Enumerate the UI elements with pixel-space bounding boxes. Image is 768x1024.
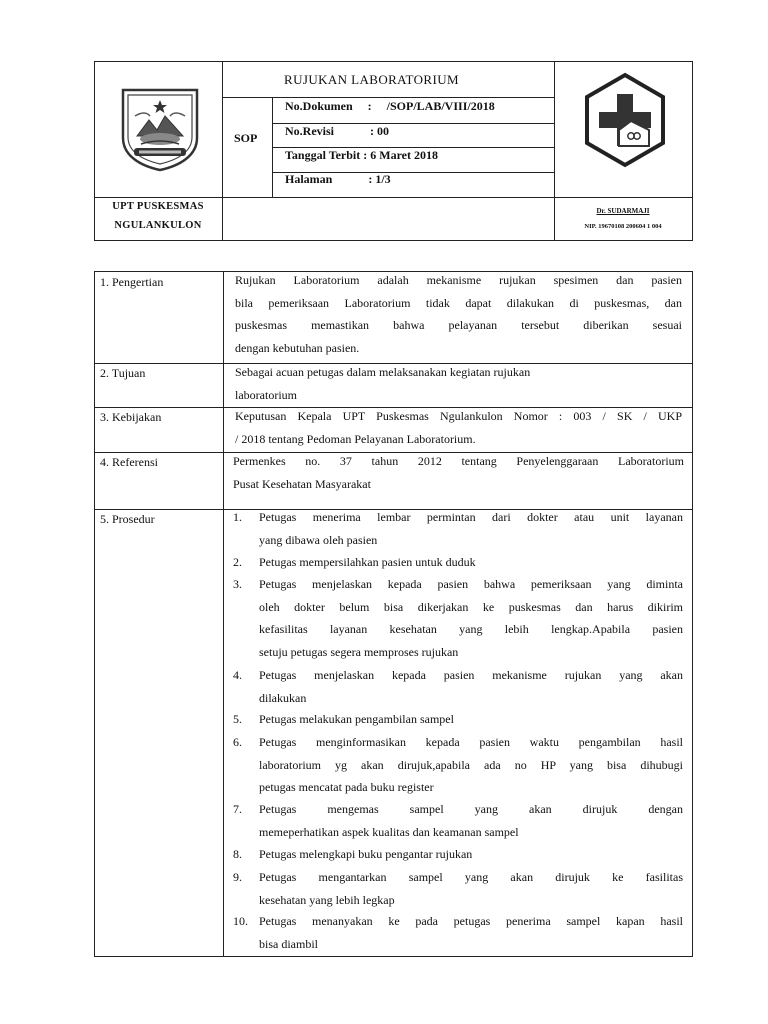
text-line: dengan kebutuhan pasien. — [235, 340, 360, 355]
text-line: Rujukan Laboratorium adalah mekanisme rujukan spesimen dan pasien — [235, 273, 682, 287]
section-label-kebijakan: 3. Kebijakan — [100, 410, 162, 424]
issue-date: Tanggal Terbit : 6 Maret 2018 — [285, 148, 439, 162]
procedure-step — [233, 664, 684, 709]
step-text: petugas mencatat pada buku register — [259, 780, 434, 794]
text-line: puskesmas memastikan bahwa pelayanan tersebut diberikan sesuai — [235, 318, 682, 332]
section-text-kebijakan — [235, 405, 682, 450]
step-text: bisa diambil — [259, 936, 318, 951]
step-number: 6. — [233, 735, 242, 749]
step-text: laboratorium yg akan dirujuk,apabila ada no HP yang bisa dihubugi — [259, 757, 683, 772]
procedure-step — [233, 573, 684, 663]
signer-nip: NIP. 19670108 200604 1 004 — [584, 223, 662, 230]
puskesmas-logo-icon — [583, 72, 667, 168]
procedure-step — [233, 731, 684, 799]
step-number: 1. — [233, 510, 242, 524]
text-line: laboratorium — [235, 387, 297, 402]
step-text: Petugas menjelaskan kepada pasien mekanisme rujukan yang akan — [259, 668, 683, 682]
unit-name — [95, 197, 221, 235]
step-text: kefasilitas layanan kesehatan yang lebih lengkap.Apabila pasien — [259, 622, 683, 636]
step-text: setuju petugas segera memproses rujukan — [259, 644, 459, 659]
section-label-pengertian: 1. Pengertian — [100, 275, 164, 289]
step-text: yang dibawa oleh pasien — [259, 532, 378, 547]
procedure-step — [233, 866, 684, 911]
signer-name: Dr. SUDARMAJI — [596, 207, 650, 215]
step-text: Petugas menerima lembar permintan dari dokter atau unit layanan — [259, 510, 683, 524]
step-text: Petugas melengkapi buku pengantar rujukan — [259, 847, 473, 861]
section-text-tujuan — [235, 361, 682, 406]
text-line: Pusat Kesehatan Masyarakat — [233, 476, 371, 491]
step-text: memeperhatikan aspek kualitas dan keamanan sampel — [259, 824, 519, 839]
text-line: Sebagai acuan petugas dalam melaksanakan kegiatan rujukan — [235, 365, 531, 379]
document-title: RUJUKAN LABORATORIUM — [284, 72, 459, 87]
procedure-step — [233, 843, 684, 866]
step-text: Petugas melakukan pengambilan sampel — [259, 712, 454, 726]
step-number: 3. — [233, 577, 242, 591]
step-number: 4. — [233, 668, 242, 682]
procedure-step — [233, 798, 684, 843]
unit-name-line2: NGULANKULON — [114, 220, 202, 231]
step-text: Petugas menanyakan ke pada petugas penerima sampel kapan hasil — [259, 914, 683, 928]
step-number: 8. — [233, 847, 242, 861]
unit-name-line1: UPT PUSKESMAS — [112, 201, 204, 212]
text-line: Keputusan Kepala UPT Puskesmas Ngulankulon Nomor : 003 / SK / UKP — [235, 409, 682, 423]
step-number: 5. — [233, 712, 242, 726]
section-text-pengertian — [235, 269, 682, 359]
step-text: Petugas menjelaskan kepada pasien bahwa pemeriksaan yang diminta — [259, 577, 683, 591]
section-label-prosedur: 5. Prosedur — [100, 512, 155, 526]
step-number: 2. — [233, 555, 242, 569]
step-number: 7. — [233, 802, 242, 816]
step-text: dilakukan — [259, 690, 307, 705]
step-number: 9. — [233, 870, 242, 884]
section-label-referensi: 4. Referensi — [100, 455, 158, 469]
step-number: 10. — [233, 914, 248, 928]
step-text: Petugas mengantarkan sampel yang akan dirujuk ke fasilitas — [259, 870, 683, 884]
procedure-step — [233, 506, 684, 551]
procedure-step — [233, 708, 684, 731]
procedure-step — [233, 551, 684, 574]
step-text: oleh dokter belum bisa dikerjakan ke puskesmas dan harus dikirim — [259, 599, 683, 614]
revision-number: No.Revisi : 00 — [285, 124, 389, 138]
regional-emblem-icon — [117, 86, 203, 172]
step-text: Petugas mempersilahkan pasien untuk duduk — [259, 555, 476, 569]
procedure-step — [233, 910, 684, 955]
page-number: Halaman : 1/3 — [285, 172, 391, 186]
sop-label: SOP — [234, 131, 258, 145]
section-text-referensi — [233, 450, 684, 495]
section-label-tujuan: 2. Tujuan — [100, 366, 146, 380]
text-line: / 2018 tentang Pedoman Pelayanan Laboratorium. — [235, 431, 476, 446]
step-text: Petugas menginformasikan kepada pasien waktu pengambilan hasil — [259, 735, 683, 749]
document-number: No.Dokumen : /SOP/LAB/VIII/2018 — [285, 99, 495, 113]
text-line: bila pemeriksaan Laboratorium tidak dapat dilakukan di puskesmas, dan — [235, 295, 682, 310]
step-text: Petugas mengemas sampel yang akan dirujuk dengan — [259, 802, 683, 816]
step-text: kesehatan yang lebih legkap — [259, 892, 395, 907]
text-line: Permenkes no. 37 tahun 2012 tentang Penyelenggaraan Laboratorium — [233, 454, 684, 468]
